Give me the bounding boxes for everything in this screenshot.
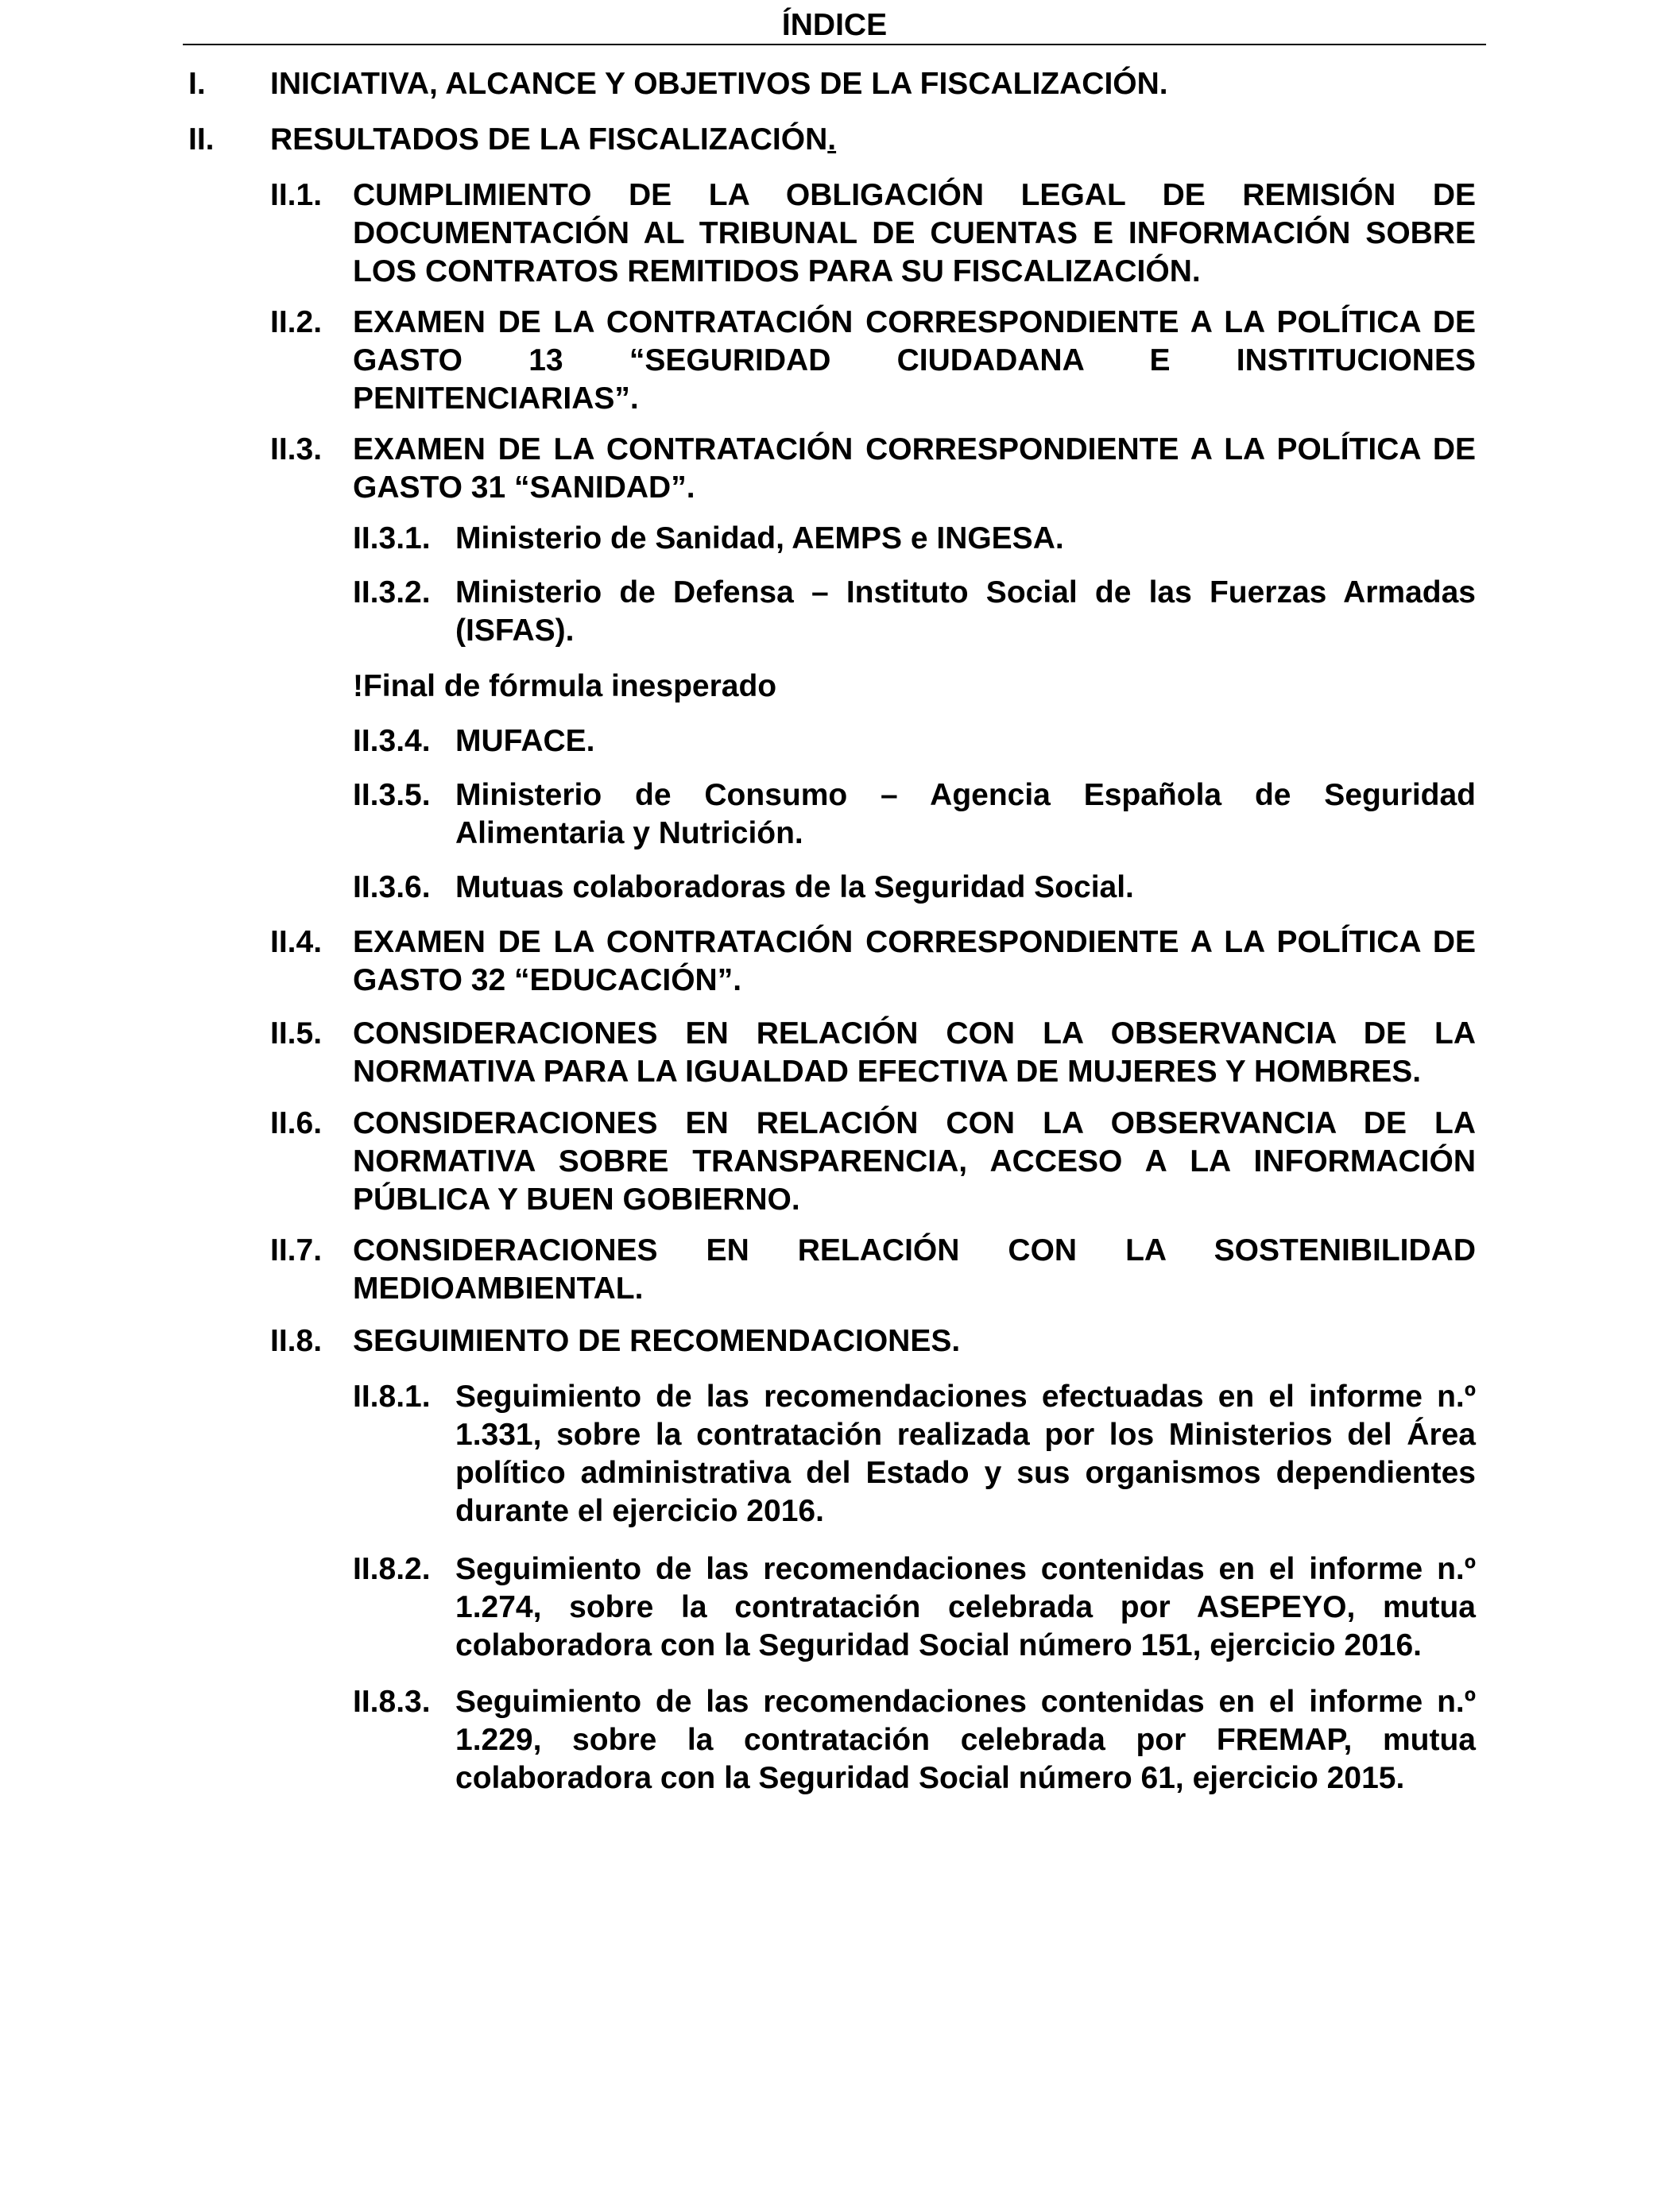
- toc-text: EXAMEN DE LA CONTRATACIÓN CORRESPONDIENTE A LA POLÍTICA DE GASTO 13 “SEGURIDAD CIUDADANA E INSTITUCIONES PENITENCIARIAS”.: [353, 305, 1476, 416]
- page-title: ÍNDICE: [781, 8, 888, 42]
- toc-text: Ministerio de Consumo – Agencia Española de Seguridad Alimentaria y Nutrición.: [455, 778, 1476, 850]
- toc-entry-ii-3-4[interactable]: [353, 722, 1476, 760]
- toc-entry-ii-7[interactable]: [270, 1232, 1476, 1308]
- toc-text: CUMPLIMIENTO DE LA OBLIGACIÓN LEGAL DE REMISIÓN DE DOCUMENTACIÓN AL TRIBUNAL DE CUENTAS E INFORMACIÓN SOBRE LOS CONTRATOS REMITIDOS PARA SU FISCALIZACIÓN.: [353, 178, 1476, 288]
- toc-formula-error: [353, 668, 1476, 706]
- toc-text: Seguimiento de las recomendaciones contenidas en el informe n.º 1.274, sobre la contratación celebrada por ASEPEYO, mutua colaboradora con la Seguridad Social número 151, ejercicio 2016.: [455, 1552, 1476, 1662]
- toc-entry-ii-8-1[interactable]: [353, 1378, 1476, 1531]
- toc-entry-ii-8[interactable]: [270, 1322, 1476, 1360]
- toc-entry-i[interactable]: [188, 65, 1476, 103]
- toc-number: II.3.5.: [353, 778, 431, 812]
- toc-text: EXAMEN DE LA CONTRATACIÓN CORRESPONDIENTE A LA POLÍTICA DE GASTO 31 “SANIDAD”.: [353, 432, 1476, 505]
- toc-text: Seguimiento de las recomendaciones contenidas en el informe n.º 1.229, sobre la contratación celebrada por FREMAP, mutua colaboradora con la Seguridad Social número 61, ejercicio 2015.: [455, 1685, 1476, 1795]
- toc-text: INICIATIVA, ALCANCE Y OBJETIVOS DE LA FISCALIZACIÓN.: [270, 67, 1168, 101]
- toc-number: II.3.1.: [353, 521, 431, 555]
- toc-number: II.1.: [270, 178, 323, 212]
- toc-text: RESULTADOS DE LA FISCALIZACIÓN: [270, 122, 828, 157]
- toc-number: II.3.6.: [353, 870, 431, 904]
- toc-number: II.3.4.: [353, 724, 431, 758]
- toc-text-wrap: [270, 121, 1476, 159]
- toc-text: Seguimiento de las recomendaciones efectuadas en el informe n.º 1.331, sobre la contratación realizada por los Ministerios del Área político administrativa del Estado y sus organismos dependientes durante el ejercicio 2016.: [455, 1380, 1476, 1528]
- toc-number: II.8.2.: [353, 1552, 431, 1586]
- toc-entry-ii-1[interactable]: [270, 176, 1476, 291]
- toc-text: MUFACE.: [455, 724, 595, 758]
- toc-number: II.3.: [270, 432, 323, 466]
- toc-number: II.4.: [270, 925, 323, 959]
- toc-entry-ii-3-2[interactable]: [353, 574, 1476, 650]
- toc-text-suffix: .: [827, 122, 837, 157]
- toc-number: II.: [188, 122, 215, 157]
- toc-entry-ii-6[interactable]: [270, 1105, 1476, 1219]
- toc-number: II.7.: [270, 1233, 323, 1267]
- toc-entry-ii-4[interactable]: [270, 923, 1476, 1000]
- toc-number: II.8.3.: [353, 1685, 431, 1719]
- toc-text: Mutuas colaboradoras de la Seguridad Social.: [455, 870, 1134, 904]
- toc-number: II.5.: [270, 1016, 323, 1051]
- toc-text: SEGUIMIENTO DE RECOMENDACIONES.: [353, 1324, 961, 1358]
- toc-entry-ii-3-5[interactable]: [353, 776, 1476, 853]
- toc-number: II.8.1.: [353, 1380, 431, 1414]
- toc-text: Ministerio de Defensa – Instituto Social de las Fuerzas Armadas (ISFAS).: [455, 575, 1476, 648]
- toc-text: CONSIDERACIONES EN RELACIÓN CON LA OBSERVANCIA DE LA NORMATIVA SOBRE TRANSPARENCIA, ACCESO A LA INFORMACIÓN PÚBLICA Y BUEN GOBIERNO.: [353, 1106, 1476, 1217]
- toc-text: CONSIDERACIONES EN RELACIÓN CON LA OBSERVANCIA DE LA NORMATIVA PARA LA IGUALDAD EFECTIVA DE MUJERES Y HOMBRES.: [353, 1016, 1476, 1089]
- toc-text: EXAMEN DE LA CONTRATACIÓN CORRESPONDIENTE A LA POLÍTICA DE GASTO 32 “EDUCACIÓN”.: [353, 925, 1476, 997]
- toc-text: CONSIDERACIONES EN RELACIÓN CON LA SOSTENIBILIDAD MEDIOAMBIENTAL.: [353, 1233, 1476, 1306]
- toc-entry-ii-3[interactable]: [270, 431, 1476, 507]
- toc-entry-ii[interactable]: [188, 121, 1476, 159]
- toc-entry-ii-3-6[interactable]: [353, 869, 1476, 907]
- toc-entry-ii-8-3[interactable]: [353, 1683, 1476, 1798]
- toc-number: II.8.: [270, 1324, 323, 1358]
- toc-number: II.3.2.: [353, 575, 431, 610]
- toc-number: I.: [188, 67, 206, 101]
- toc-number: II.6.: [270, 1106, 323, 1140]
- toc-entry-ii-3-1[interactable]: [353, 520, 1476, 558]
- toc-entry-ii-5[interactable]: [270, 1015, 1476, 1091]
- toc-text: !Final de fórmula inesperado: [353, 669, 777, 703]
- title-divider: [183, 44, 1486, 45]
- toc-text: Ministerio de Sanidad, AEMPS e INGESA.: [455, 521, 1064, 555]
- toc-entry-ii-8-2[interactable]: [353, 1550, 1476, 1665]
- toc-entry-ii-2[interactable]: [270, 304, 1476, 418]
- toc-number: II.2.: [270, 305, 323, 339]
